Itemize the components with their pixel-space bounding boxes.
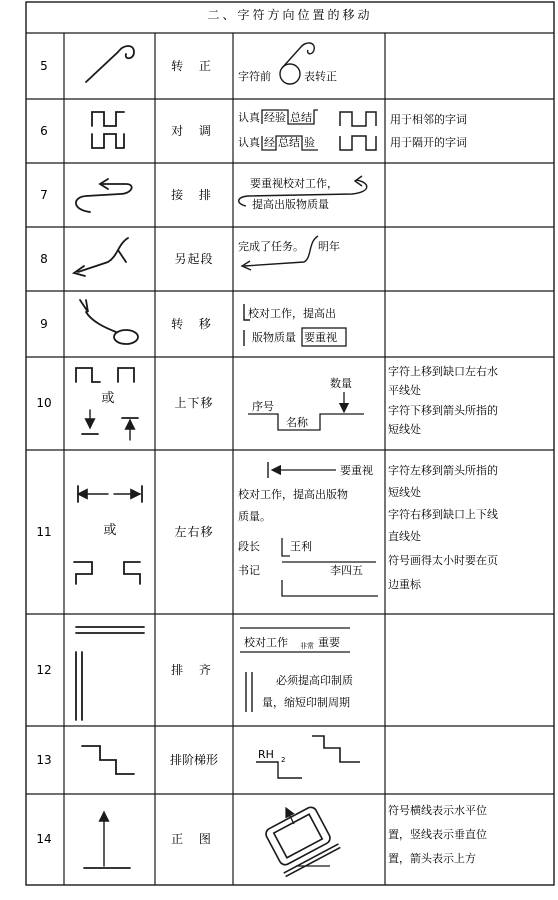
row-number: 10 (36, 396, 52, 410)
example-text: 要重视校对工作， (250, 177, 338, 190)
symbols (74, 46, 144, 868)
example-text: 段长 (238, 540, 260, 553)
example-text: 质量。 (238, 510, 271, 523)
notes (388, 112, 498, 865)
note-line: 短线处 (388, 423, 421, 436)
section-title: 二、字符方向位置的移动 (207, 8, 373, 22)
swap-symbol (92, 112, 124, 148)
example-text: 经 (264, 136, 275, 149)
example-up-down (248, 376, 364, 430)
symbol-names (170, 58, 218, 846)
note-line: 平线处 (388, 384, 421, 397)
note-line: 直线处 (388, 530, 421, 543)
note-line: 置，箭头表示上方 (388, 852, 476, 865)
row-number: 13 (36, 753, 52, 767)
transfer-loop (114, 330, 138, 344)
symbol-name: 排阶梯形 (169, 753, 219, 767)
join-symbol (76, 184, 132, 212)
note-line: 用于隔开的字词 (390, 136, 467, 149)
note-line: 符号画得太小时要在页 (388, 554, 498, 567)
transfer-symbol (80, 300, 116, 332)
example-text: 字符前 (238, 70, 271, 83)
example-text: 认真 (238, 136, 260, 149)
row-number: 9 (40, 317, 48, 331)
example-text: 要重视 (304, 331, 337, 344)
example-text: 名称 (286, 416, 308, 429)
note-line: 短线处 (388, 486, 421, 499)
note-line: 符号横线表示水平位 (388, 804, 487, 817)
example-new-paragraph (238, 236, 340, 270)
example-left-right (238, 462, 378, 596)
example-text: 认真 (238, 111, 260, 124)
row-numbers (36, 59, 51, 846)
example-text: 总结 (290, 111, 312, 124)
rotate-symbol (86, 46, 134, 82)
example-text: 量，缩短印制周期 (262, 696, 350, 709)
example-text: 完成了任务。 (238, 240, 304, 253)
example-text: RH (258, 748, 274, 761)
symbol-name: 左右移 (174, 525, 214, 539)
symbol-name: 接 排 (171, 188, 217, 202)
example-text: 李四五 (330, 564, 363, 577)
example-text: 验 (304, 136, 315, 149)
example-text: 2 (281, 756, 286, 764)
note-line: 字符上移到缺口左右水 (388, 365, 498, 378)
example-stair (256, 736, 360, 778)
or-label: 或 (103, 523, 117, 538)
note-line: 置，竖线表示垂直位 (388, 828, 487, 841)
stair-symbol (82, 746, 134, 774)
example-align (240, 628, 353, 712)
example-text: 序号 (252, 400, 274, 413)
symbol-name: 正 图 (171, 832, 217, 846)
example-text: 王利 (290, 540, 312, 553)
row-number: 12 (36, 663, 52, 677)
note-line: 边重标 (388, 578, 421, 591)
example-text: 数量 (330, 377, 352, 390)
example-text: 重要 (318, 636, 340, 649)
symbol-name: 另起段 (174, 252, 214, 266)
example-text: 非常 (300, 642, 314, 650)
symbol-name: 对 调 (171, 124, 217, 138)
example-text: 提高出版物质量 (252, 198, 329, 211)
example-rotate (238, 43, 337, 84)
example-text: 表转正 (304, 70, 337, 83)
move-right-symbol (124, 562, 140, 584)
example-text: 总结 (278, 136, 300, 149)
or-labels (101, 391, 116, 538)
example-text: 书记 (238, 564, 260, 577)
move-down-symbol (118, 368, 134, 382)
example-upright-image (262, 803, 340, 876)
example-text: 校对工作，提高出 (248, 307, 336, 320)
row-number: 11 (36, 525, 52, 539)
example-transfer (244, 304, 346, 346)
row-number: 14 (36, 832, 52, 846)
example-text: 要重视 (340, 464, 373, 477)
new-paragraph-branch (118, 250, 126, 262)
symbol-name: 转 正 (171, 59, 217, 73)
note-line: 字符右移到缺口上下线 (388, 508, 498, 521)
column-dividers (64, 33, 385, 885)
symbol-name: 转 移 (171, 317, 217, 331)
example-text: 明年 (318, 240, 340, 253)
or-label: 或 (101, 391, 115, 406)
move-left-symbol (74, 562, 92, 584)
symbol-name: 排 齐 (171, 663, 217, 677)
move-up-symbol (76, 368, 100, 382)
row-number: 5 (40, 59, 48, 73)
example-text: 必须提高印制质 (276, 674, 353, 687)
example-text: 经验 (264, 111, 286, 124)
row-number: 8 (40, 252, 48, 266)
row-number: 7 (40, 188, 48, 202)
row-number: 6 (40, 124, 48, 138)
example-text: 校对工作，提高出版物 (238, 488, 348, 501)
note-line: 字符下移到箭头所指的 (388, 404, 498, 417)
symbol-name: 上下移 (174, 396, 214, 410)
example-text: 版物质量 (252, 331, 296, 344)
note-line: 用于相邻的字词 (390, 113, 467, 126)
example-text: 校对工作 (244, 636, 288, 649)
example-join (239, 176, 367, 211)
example-swap (238, 110, 376, 150)
note-line: 字符左移到箭头所指的 (388, 464, 498, 477)
